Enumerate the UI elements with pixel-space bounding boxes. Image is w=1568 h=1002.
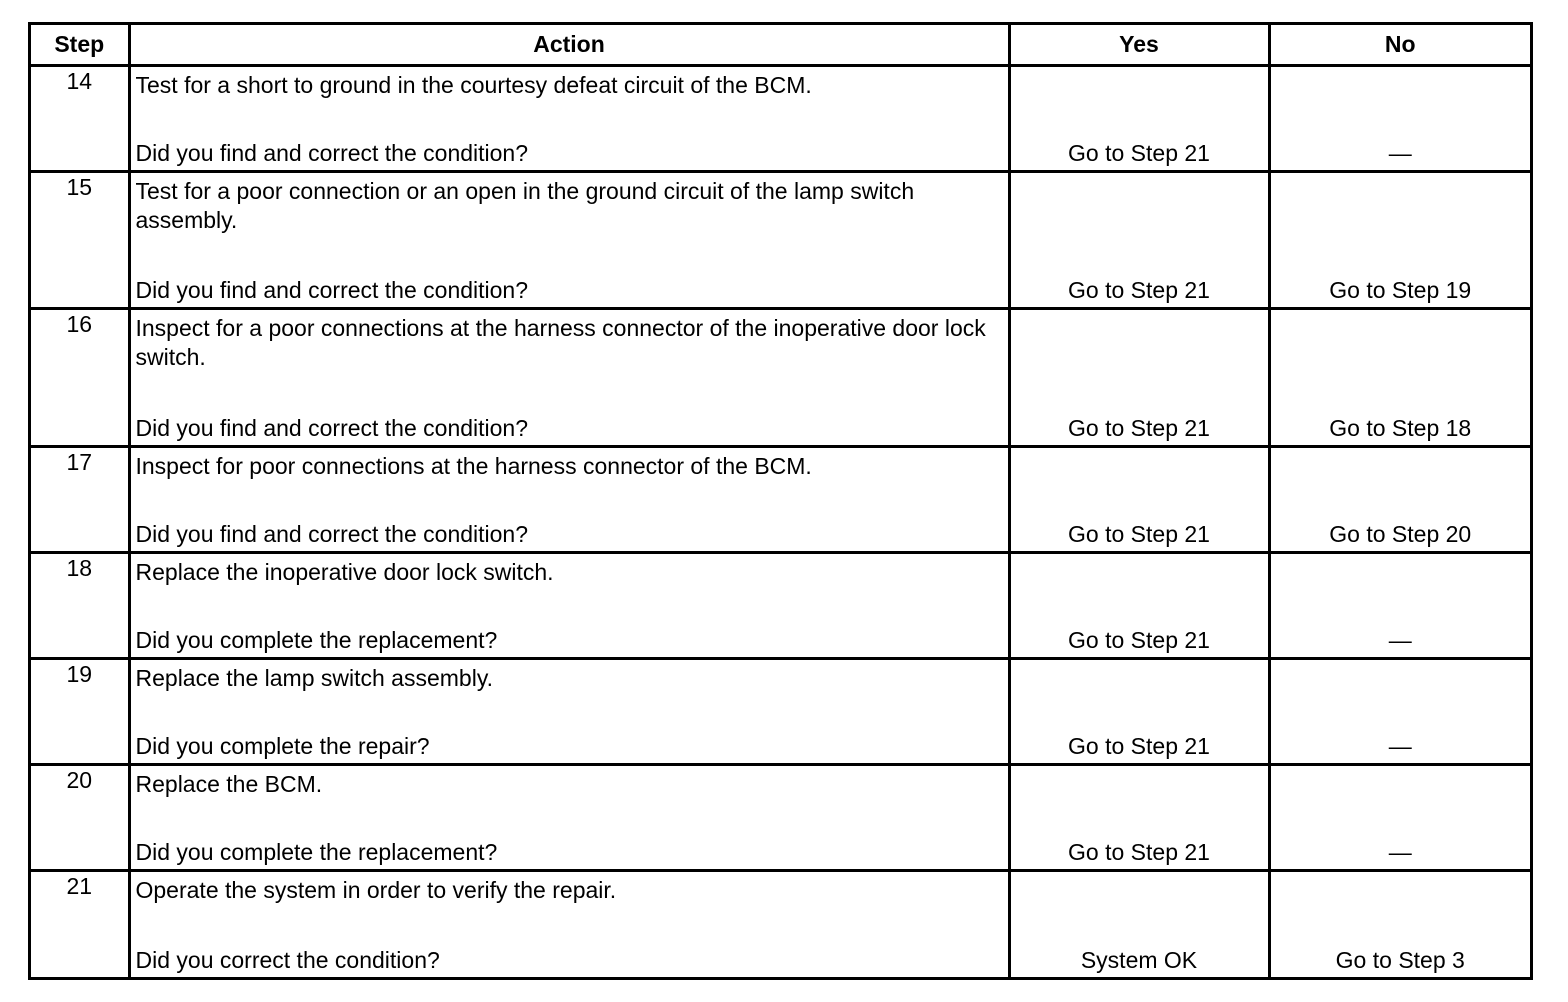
- action-instruction: Operate the system in order to verify the repair.: [135, 877, 617, 904]
- action-instruction: Inspect for poor connections at the harness connector of the BCM.: [135, 453, 812, 479]
- step-number: 21: [31, 871, 129, 977]
- step-number: 19: [31, 659, 129, 765]
- action-instruction: Test for a poor connection or an open in the ground circuit of the lamp switch assembly.: [135, 177, 915, 233]
- step-number: 17: [31, 447, 129, 553]
- no-result: Go to Step 18: [1329, 415, 1472, 441]
- no-cell: [1269, 65, 1530, 171]
- yes-cell: [1009, 871, 1269, 977]
- action-instruction: Replace the BCM.: [135, 771, 323, 798]
- table-row: [31, 65, 1530, 171]
- column-header-yes: Yes: [1009, 25, 1269, 65]
- yes-result: Go to Step 21: [1068, 627, 1210, 654]
- action-question: Did you complete the replacement?: [135, 627, 498, 654]
- no-result: —: [1388, 627, 1412, 654]
- yes-cell: [1009, 553, 1269, 659]
- yes-cell: [1009, 309, 1269, 447]
- no-result: Go to Step 20: [1329, 521, 1472, 548]
- no-result: Go to Step 3: [1335, 947, 1465, 973]
- no-cell: [1269, 171, 1530, 309]
- table-row: [31, 765, 1530, 871]
- yes-cell: [1009, 171, 1269, 309]
- table-row: [31, 171, 1530, 309]
- action-instruction: Replace the lamp switch assembly.: [135, 665, 493, 692]
- yes-cell: [1009, 447, 1269, 553]
- no-cell: [1269, 553, 1530, 659]
- action-cell: [129, 553, 1009, 659]
- action-question: Did you find and correct the condition?: [135, 277, 529, 304]
- no-result: —: [1388, 733, 1412, 760]
- column-header-step: Step: [31, 25, 129, 65]
- step-number: 15: [31, 171, 129, 309]
- action-cell: [129, 65, 1009, 171]
- action-question: Did you complete the repair?: [135, 733, 430, 760]
- step-number: 14: [31, 65, 129, 171]
- table-header-row: [31, 25, 1530, 65]
- action-cell: [129, 765, 1009, 871]
- action-cell: [129, 659, 1009, 765]
- diagnostic-table-container: [28, 22, 1533, 980]
- action-instruction: Inspect for a poor connections at the harness connector of the inoperative door lock switch.: [135, 315, 986, 371]
- table-row: [31, 553, 1530, 659]
- column-header-no: No: [1269, 25, 1530, 65]
- step-number: 16: [31, 309, 129, 447]
- yes-result: Go to Step 21: [1068, 277, 1210, 304]
- yes-result: Go to Step 21: [1068, 733, 1210, 760]
- table-row: [31, 871, 1530, 977]
- no-cell: [1269, 447, 1530, 553]
- step-number: 20: [31, 765, 129, 871]
- action-cell: [129, 447, 1009, 553]
- action-instruction: Replace the inoperative door lock switch.: [135, 559, 554, 586]
- yes-result: Go to Step 21: [1068, 139, 1210, 166]
- step-number: 18: [31, 553, 129, 659]
- no-cell: [1269, 765, 1530, 871]
- action-cell: [129, 309, 1009, 447]
- diagnostic-steps-table: [31, 25, 1530, 977]
- table-row: [31, 447, 1530, 553]
- table-row: [31, 309, 1530, 447]
- yes-cell: [1009, 659, 1269, 765]
- no-cell: [1269, 659, 1530, 765]
- no-cell: [1269, 871, 1530, 977]
- action-question: Did you find and correct the condition?: [135, 521, 529, 548]
- yes-result: Go to Step 21: [1068, 415, 1210, 441]
- no-cell: [1269, 309, 1530, 447]
- action-instruction: Test for a short to ground in the courtesy defeat circuit of the BCM.: [135, 71, 812, 98]
- yes-cell: [1009, 65, 1269, 171]
- yes-result: System OK: [1080, 947, 1198, 973]
- column-header-action: Action: [129, 25, 1009, 65]
- action-question: Did you find and correct the condition?: [135, 415, 529, 441]
- action-question: Did you correct the condition?: [135, 947, 440, 973]
- action-cell: [129, 171, 1009, 309]
- no-result: —: [1388, 139, 1412, 166]
- action-question: Did you complete the replacement?: [135, 839, 498, 866]
- action-cell: [129, 871, 1009, 977]
- yes-cell: [1009, 765, 1269, 871]
- table-row: [31, 659, 1530, 765]
- yes-result: Go to Step 21: [1068, 839, 1210, 866]
- action-question: Did you find and correct the condition?: [135, 139, 529, 166]
- no-result: —: [1388, 839, 1412, 866]
- yes-result: Go to Step 21: [1068, 521, 1210, 548]
- no-result: Go to Step 19: [1329, 277, 1472, 304]
